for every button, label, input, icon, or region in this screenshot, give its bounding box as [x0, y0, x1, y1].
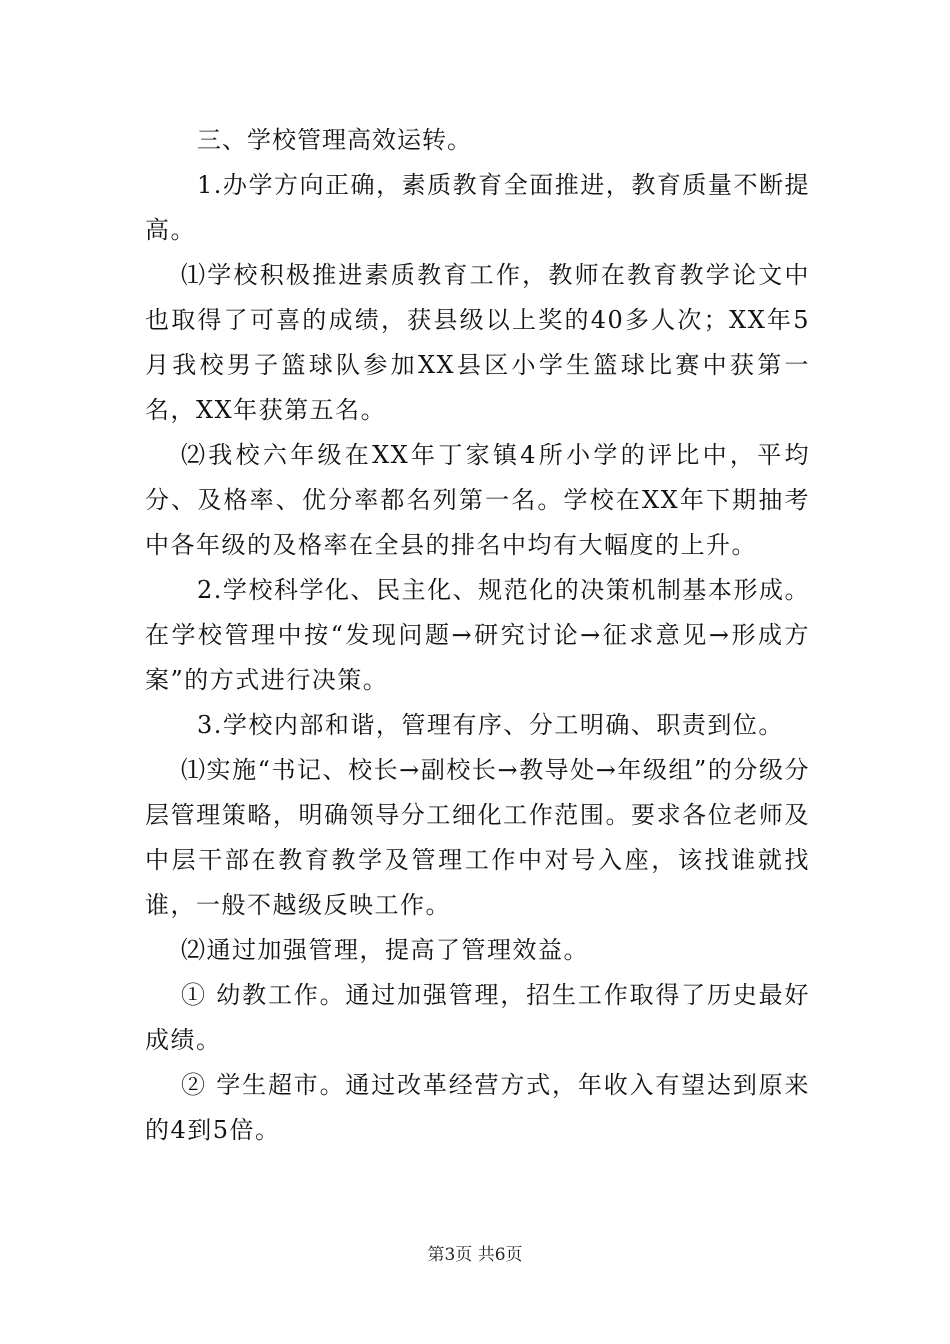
paragraph-7: ⑵通过加强管理，提高了管理效益。 [181, 936, 589, 964]
paragraph-6: ⑴实施“书记、校长→副校长→教导处→年级组”的分级分层管理策略，明确领导分工细化工作范围。要求各位老师及中层干部在教育教学及管理工作中对号入座，该找谁就找谁，一般不越级反映工作。 [145, 756, 810, 919]
paragraph-8: ① 幼教工作。通过加强管理，招生工作取得了历史最好成绩。 [145, 981, 810, 1054]
paragraph-2: ⑴学校积极推进素质教育工作，教师在教育教学论文中也取得了可喜的成绩，获县级以上奖的40多人次；XX年5月我校男子篮球队参加XX县区小学生篮球比赛中获第一名，XX年获第五名。 [145, 261, 810, 424]
paragraph-4: 2.学校科学化、民主化、规范化的决策机制基本形成。在学校管理中按“发现问题→研究讨论→征求意见→形成方案”的方式进行决策。 [145, 576, 810, 694]
paragraph-5: 3.学校内部和谐，管理有序、分工明确、职责到位。 [197, 711, 784, 739]
document-body [145, 118, 810, 1153]
paragraph-1: 1.办学方向正确，素质教育全面推进，教育质量不断提高。 [145, 171, 810, 244]
page-number: 第3页 共6页 [427, 1245, 523, 1265]
paragraph-3: ⑵我校六年级在XX年丁家镇4所小学的评比中，平均分、及格率、优分率都名列第一名。学校在XX年下期抽考中各年级的及格率在全县的排名中均有大幅度的上升。 [145, 441, 810, 559]
section-heading: 三、学校管理高效运转。 [197, 126, 472, 154]
paragraph-9: ② 学生超市。通过改革经营方式，年收入有望达到原来的4到5倍。 [145, 1071, 810, 1144]
